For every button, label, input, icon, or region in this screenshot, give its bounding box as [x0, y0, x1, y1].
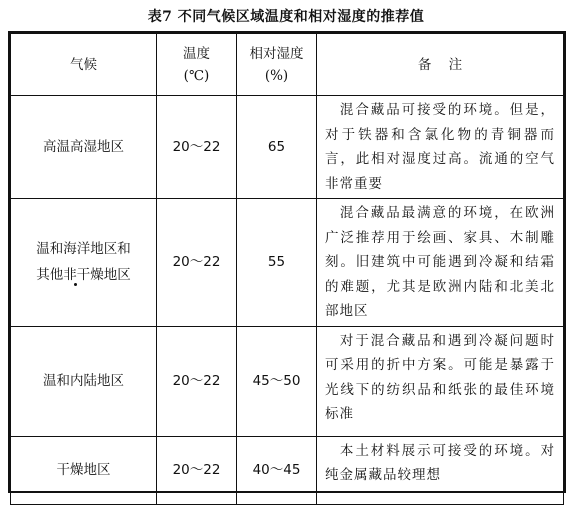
temperature-cell: 20～22 [157, 96, 237, 199]
temperature-cell: 20～22 [157, 199, 237, 327]
table-row [11, 436, 564, 504]
table-row [11, 199, 564, 327]
note-text: 混合藏品最满意的环境，在欧洲广泛推荐用于绘画、家具、木制雕刻。旧建筑中可能遇到冷凝和结霜的难题，尤其是欧洲内陆和北美北部地区 [325, 205, 555, 319]
table-title: 表7 不同气候区域温度和相对湿度的推荐值 [147, 9, 425, 25]
header-humidity-label: 相对湿度 [249, 45, 304, 62]
humidity-cell: 65 [237, 96, 317, 199]
note-cell [317, 96, 564, 199]
header-temperature-unit: (℃) [183, 67, 210, 84]
region-line: 温和内陆地区 [43, 373, 124, 389]
region-line: 其他非干燥地区 [36, 267, 131, 284]
header-humidity [237, 34, 317, 96]
table-header-row [11, 34, 564, 96]
table-row [11, 96, 564, 199]
humidity-cell: 40～45 [237, 436, 317, 504]
header-climate: 气候 [11, 34, 157, 96]
note-cell [317, 436, 564, 504]
humidity-cell: 55 [237, 199, 317, 327]
note-text: 本土材料展示可接受的环境。对纯金属藏品较理想 [325, 442, 555, 483]
temperature-cell: 20～22 [157, 326, 237, 436]
recommendation-table [8, 31, 566, 493]
note-text: 对于混合藏品和遇到冷凝问题时可采用的折中方案。可能是暴露于光线下的纺织品和纸张的最佳环境标准 [325, 332, 555, 422]
header-temperature-label: 温度 [183, 45, 210, 62]
note-cell [317, 326, 564, 436]
table-row [11, 326, 564, 436]
region-line: 干燥地区 [56, 462, 111, 478]
note-text: 混合藏品可接受的环境。但是，对于铁器和含氯化物的青铜器而言，此相对湿度过高。流通的空气非常重要 [325, 102, 555, 192]
region-cell [11, 199, 157, 327]
region-cell [11, 326, 157, 436]
header-temperature [157, 34, 237, 96]
table [10, 33, 564, 505]
region-line: 高温高湿地区 [43, 139, 124, 155]
header-humidity-unit: (%) [264, 67, 289, 84]
stray-dot [74, 283, 77, 286]
humidity-cell: 45～50 [237, 326, 317, 436]
region-line: 温和海洋地区和 [36, 241, 131, 258]
note-cell [317, 199, 564, 327]
header-note: 备 注 [317, 34, 564, 96]
temperature-cell: 20～22 [157, 436, 237, 504]
region-cell [11, 436, 157, 504]
region-cell [11, 96, 157, 199]
